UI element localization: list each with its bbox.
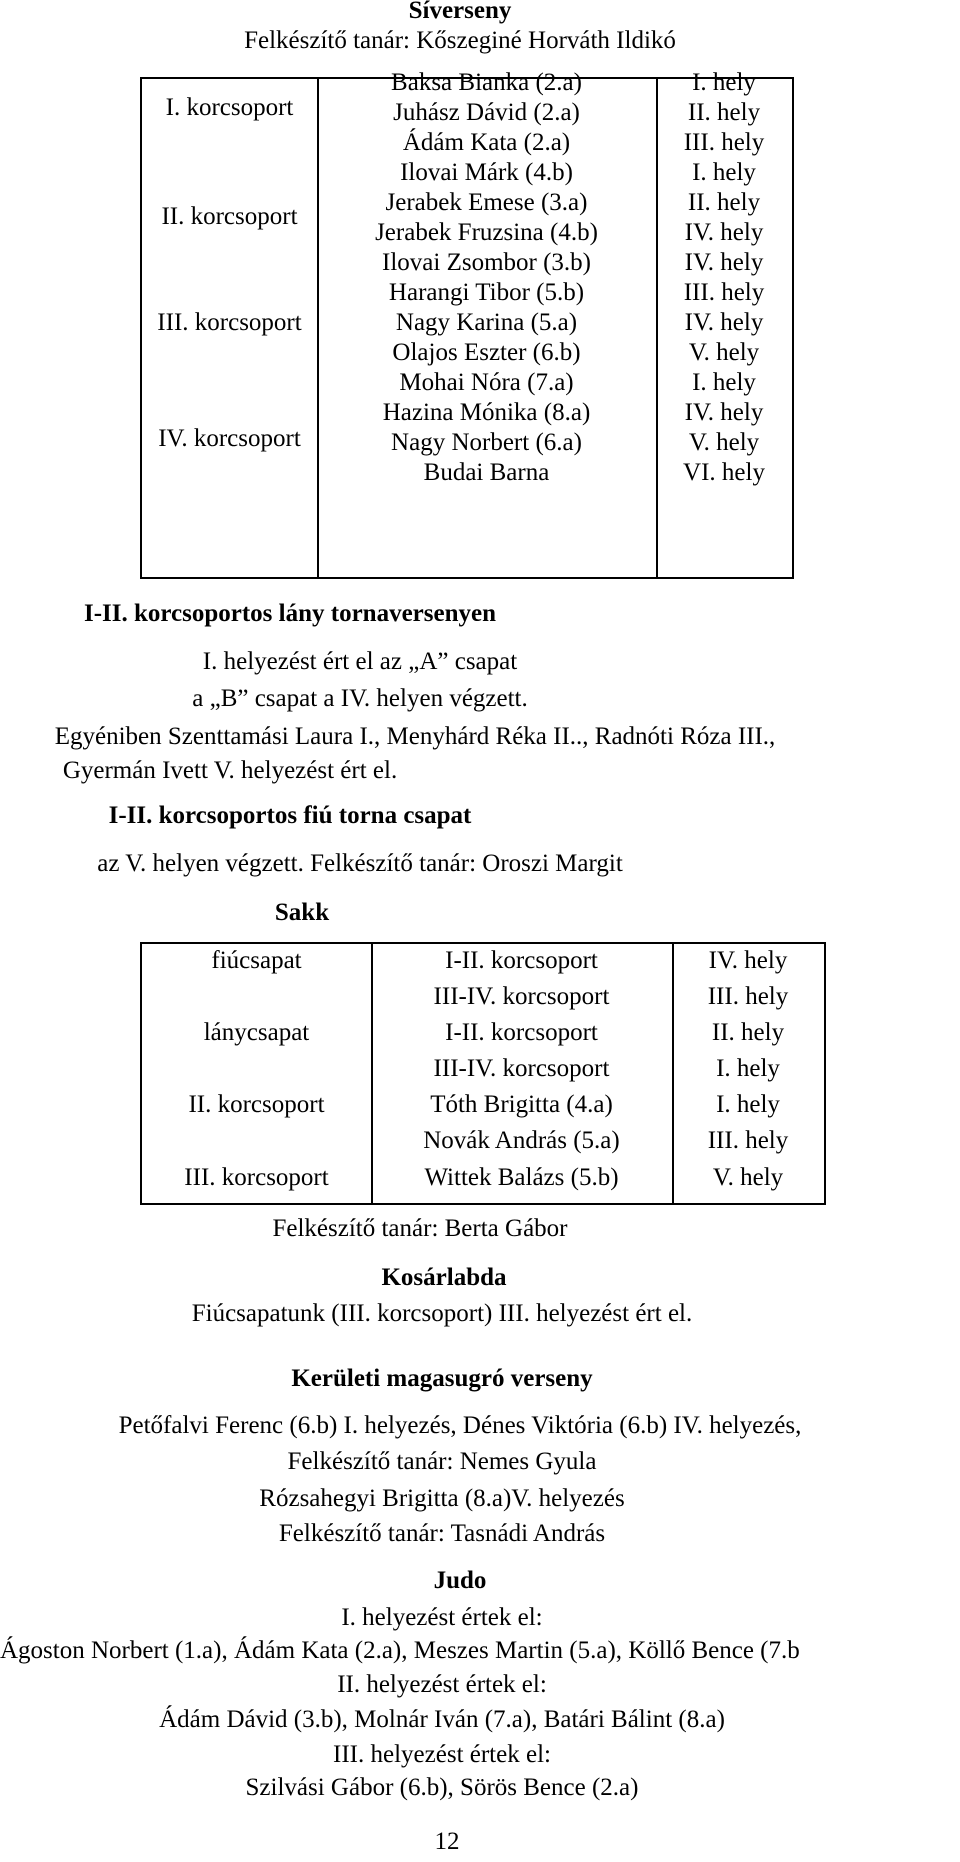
table-row: Baksa Bianka (2.a) (391, 69, 582, 96)
table-row: III. hely (707, 1127, 789, 1154)
section-title-chess: Sakk (274, 899, 330, 926)
high-jump-line: Rózsahegyi Brigitta (8.a)V. helyezés (259, 1485, 625, 1512)
table-row: II. korcsoport (188, 1091, 325, 1118)
table-row: V. hely (688, 429, 760, 456)
section-title-high-jump: Kerületi magasugró verseny (291, 1365, 593, 1392)
high-jump-line: Petőfalvi Ferenc (6.b) I. helyezés, Dénes Viktória (6.b) IV. helyezés, (118, 1412, 802, 1439)
table-row: Mohai Nóra (7.a) (399, 369, 574, 396)
judo-line: II. helyezést értek el: (337, 1671, 547, 1698)
table-row: Nagy Karina (5.a) (395, 309, 578, 336)
table-row: Nagy Norbert (6.a) (391, 429, 582, 456)
judo-line: Ádám Dávid (3.b), Molnár Iván (7.a), Batári Bálint (8.a) (159, 1706, 725, 1733)
table-row: Jerabek Fruzsina (4.b) (375, 219, 598, 246)
judo-line: III. helyezést értek el: (333, 1741, 551, 1768)
table-row: VI. hely (683, 459, 765, 486)
gymnastics-line: Gyermán Ivett V. helyezést ért el. (62, 757, 398, 784)
table-row: I-II. korcsoport (445, 1019, 598, 1046)
table-row: Olajos Eszter (6.b) (392, 339, 581, 366)
table-row: Jerabek Emese (3.a) (385, 189, 588, 216)
table-row: III-IV. korcsoport (433, 983, 610, 1010)
table-row: I. hely (716, 1055, 780, 1082)
table-row: I. hely (692, 369, 756, 396)
table-row: Ilovai Márk (4.b) (400, 159, 573, 186)
table-row: V. hely (688, 339, 760, 366)
ski-teacher: Felkészítő tanár: Kőszeginé Horváth Ildikó (244, 27, 676, 54)
table-row: I. hely (692, 159, 756, 186)
group-label: II. korcsoport (161, 203, 298, 230)
table-row: Wittek Balázs (5.b) (424, 1164, 619, 1191)
section-title-gymnastics-girls: I-II. korcsoportos lány tornaversenyen (83, 600, 497, 627)
section-title-gymnastics-boys: I-II. korcsoportos fiú torna csapat (108, 802, 472, 829)
high-jump-line: Felkészítő tanár: Tasnádi András (278, 1520, 606, 1547)
table-row: IV. hely (708, 947, 788, 974)
table-row: Tóth Brigitta (4.a) (430, 1091, 613, 1118)
table-row: III. korcsoport (184, 1164, 329, 1191)
table-row: I-II. korcsoport (445, 947, 598, 974)
table-row: fiúcsapat (211, 947, 302, 974)
table-row: II. hely (687, 189, 761, 216)
table-row: Hazina Mónika (8.a) (382, 399, 591, 426)
table-row: II. hely (687, 99, 761, 126)
high-jump-line: Felkészítő tanár: Nemes Gyula (287, 1448, 597, 1475)
table-row: IV. hely (684, 399, 764, 426)
table-row: III-IV. korcsoport (433, 1055, 610, 1082)
table-row: IV. hely (684, 219, 764, 246)
judo-line: Szilvási Gábor (6.b), Sörös Bence (2.a) (245, 1774, 639, 1801)
chess-teacher: Felkészítő tanár: Berta Gábor (272, 1215, 568, 1242)
table-row: V. hely (712, 1164, 784, 1191)
basketball-line: Fiúcsapatunk (III. korcsoport) III. helyezést ért el. (191, 1300, 693, 1327)
page-number: 12 (434, 1828, 460, 1855)
section-title-judo: Judo (433, 1567, 487, 1594)
gymnastics-line: Egyéniben Szenttamási Laura I., Menyhárd Réka II.., Radnóti Róza III., (54, 723, 776, 750)
table-row: Harangi Tibor (5.b) (388, 279, 585, 306)
table-row: Ádám Kata (2.a) (402, 129, 571, 156)
table-row: III. hely (683, 279, 765, 306)
table-row: III. hely (707, 983, 789, 1010)
table-row: I. hely (716, 1091, 780, 1118)
section-title-ski: Síverseny (408, 0, 512, 24)
table-row: lánycsapat (203, 1019, 310, 1046)
group-label: III. korcsoport (157, 309, 302, 336)
table-row: IV. hely (684, 309, 764, 336)
gymnastics-line: I. helyezést ért el az „A” csapat (202, 648, 518, 675)
gymnastics-boys-line: az V. helyen végzett. Felkészítő tanár: Oroszi Margit (97, 850, 623, 877)
table-row: Ilovai Zsombor (3.b) (382, 249, 591, 276)
table-row: II. hely (711, 1019, 785, 1046)
table-row: III. hely (683, 129, 765, 156)
section-title-basketball: Kosárlabda (381, 1264, 507, 1291)
judo-line: I. helyezést értek el: (341, 1604, 543, 1631)
group-label: I. korcsoport (165, 94, 294, 121)
table-row: I. hely (692, 69, 756, 96)
table-row: Juhász Dávid (2.a) (393, 99, 580, 126)
group-label: IV. korcsoport (158, 425, 301, 452)
table-row: Budai Barna (423, 459, 550, 486)
table-row: Novák András (5.a) (423, 1127, 620, 1154)
judo-line: Ágoston Norbert (1.a), Ádám Kata (2.a), Meszes Martin (5.a), Köllő Bence (7.b (0, 1637, 800, 1664)
gymnastics-line: a „B” csapat a IV. helyen végzett. (192, 685, 528, 712)
table-row: IV. hely (684, 249, 764, 276)
